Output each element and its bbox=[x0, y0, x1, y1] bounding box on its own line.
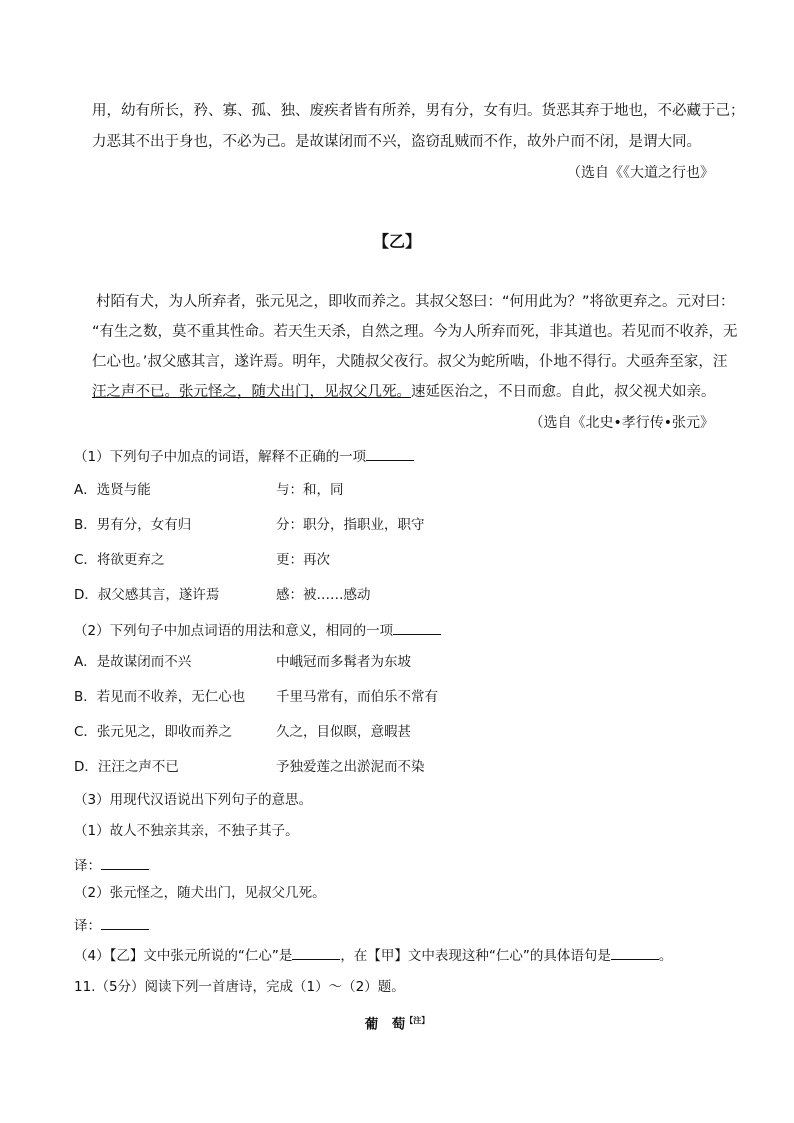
q3-item-2: （2）张元怪之，随犬出门，见叔父几死。 bbox=[74, 885, 326, 901]
q1-option-b-gloss: 分：职分，指职业，职守 bbox=[276, 517, 425, 533]
q4-line bbox=[74, 945, 672, 966]
q1-option-c-gloss: 更：再次 bbox=[276, 552, 330, 568]
q2-option-c-label: C．张元见之，即收而养之 bbox=[74, 724, 232, 740]
q3-stem: （3）用现代汉语说出下列句子的意思。 bbox=[74, 792, 313, 808]
q3-translate-label-2: 译： bbox=[74, 918, 101, 934]
passage-b-line-4 bbox=[92, 382, 716, 402]
passage-a-source: （选自《《大道之行也》 bbox=[567, 165, 714, 181]
poem-title-line bbox=[0, 1011, 794, 1035]
q3-item-1: （1）故人不独亲其亲，不独子其子。 bbox=[74, 823, 299, 839]
q3-item-2-blank[interactable] bbox=[101, 915, 149, 930]
q3-item-1-translation bbox=[74, 855, 149, 876]
passage-b-source: （选自《北史•孝行传•张元》 bbox=[529, 415, 714, 431]
q2-option-c-gloss: 久之，目似瞑，意暇甚 bbox=[276, 724, 411, 740]
q2-answer-blank[interactable] bbox=[393, 620, 441, 635]
q4-part-2: ，在【甲】文中表现这种“仁心”的具体语句是 bbox=[340, 948, 611, 964]
passage-b-line-4-rest: 速延医治之，不日而愈。自此，叔父视犬如亲。 bbox=[411, 384, 716, 400]
q2-option-d-label: D．汪汪之声不已 bbox=[74, 759, 179, 775]
q2-stem bbox=[74, 620, 441, 641]
q1-answer-blank[interactable] bbox=[366, 446, 414, 461]
q11-stem: 11.（5分）阅读下列一首唐诗，完成（1）～（2）题。 bbox=[74, 979, 405, 995]
q4-part-3: 。 bbox=[658, 948, 673, 964]
passage-b-underlined-sentence: 汪之声不已。张元怪之，随犬出门，见叔父几死。 bbox=[92, 384, 411, 400]
q3-translate-label-1: 译： bbox=[74, 858, 101, 874]
poem-note-tag: 【注】 bbox=[405, 1016, 430, 1025]
q2-option-b-gloss: 千里马常有，而伯乐不常有 bbox=[276, 689, 438, 705]
q1-option-a-gloss: 与：和，同 bbox=[276, 482, 344, 498]
q3-item-1-blank[interactable] bbox=[101, 855, 149, 870]
q2-option-a-label: A．是故谋闭而不兴 bbox=[74, 654, 192, 670]
passage-a-line-2: 力恶其不出于身也，不必为己。是故谋闭而不兴，盗窃乱贼而不作，故外户而不闭，是谓大同。 bbox=[92, 134, 701, 150]
q1-option-d-gloss: 感：被……感动 bbox=[276, 587, 371, 603]
q4-blank-1[interactable] bbox=[292, 945, 340, 960]
q2-stem-text: （2）下列句子中加点词语的用法和意义，相同的一项 bbox=[74, 623, 394, 639]
poem-title: 葡 萄 bbox=[364, 1016, 406, 1033]
q1-stem-text: （1）下列句子中加点的词语，解释不正确的一项 bbox=[74, 449, 367, 465]
q1-option-a-label: A．选贤与能 bbox=[74, 482, 151, 498]
q3-item-2-translation bbox=[74, 915, 149, 936]
q1-option-c-label: C．将欲更弃之 bbox=[74, 552, 165, 568]
q1-option-d-label: D．叔父感其言，遂许焉 bbox=[74, 587, 220, 603]
passage-a-line-1: 用，幼有所长，矜、寡、孤、独、废疾者皆有所养，男有分，女有归。货恶其弃于地也，不必藏于己； bbox=[92, 103, 745, 119]
q4-blank-2[interactable] bbox=[611, 945, 659, 960]
q1-option-b-label: B．男有分，女有归 bbox=[74, 517, 192, 533]
section-b-title: 【乙】 bbox=[372, 232, 421, 251]
q1-stem bbox=[74, 446, 414, 467]
passage-b-line-1: 村陌有犬，为人所弃者，张元见之，即收而养之。其叔父怒曰：“何用此为？”将欲更弃之。元对曰： bbox=[96, 294, 735, 310]
passage-b-line-3: 仁心也。’叔父感其言，遂许焉。明年，犬随叔父夜行。叔父为蛇所啮，仆地不得行。犬亟奔至家，汪 bbox=[92, 354, 728, 370]
q2-option-b-label: B．若见而不收养，无仁心也 bbox=[74, 689, 246, 705]
q4-part-1: （4）【乙】文中张元所说的“仁心”是 bbox=[74, 948, 293, 964]
q2-option-a-gloss: 中峨冠而多髯者为东坡 bbox=[276, 654, 411, 670]
q2-option-d-gloss: 予独爱莲之出淤泥而不染 bbox=[276, 759, 425, 775]
passage-b-line-2: “有生之数，莫不重其性命。若天生天杀，自然之理。今为人所弃而死，非其道也。若见而不收养，无 bbox=[92, 324, 738, 340]
